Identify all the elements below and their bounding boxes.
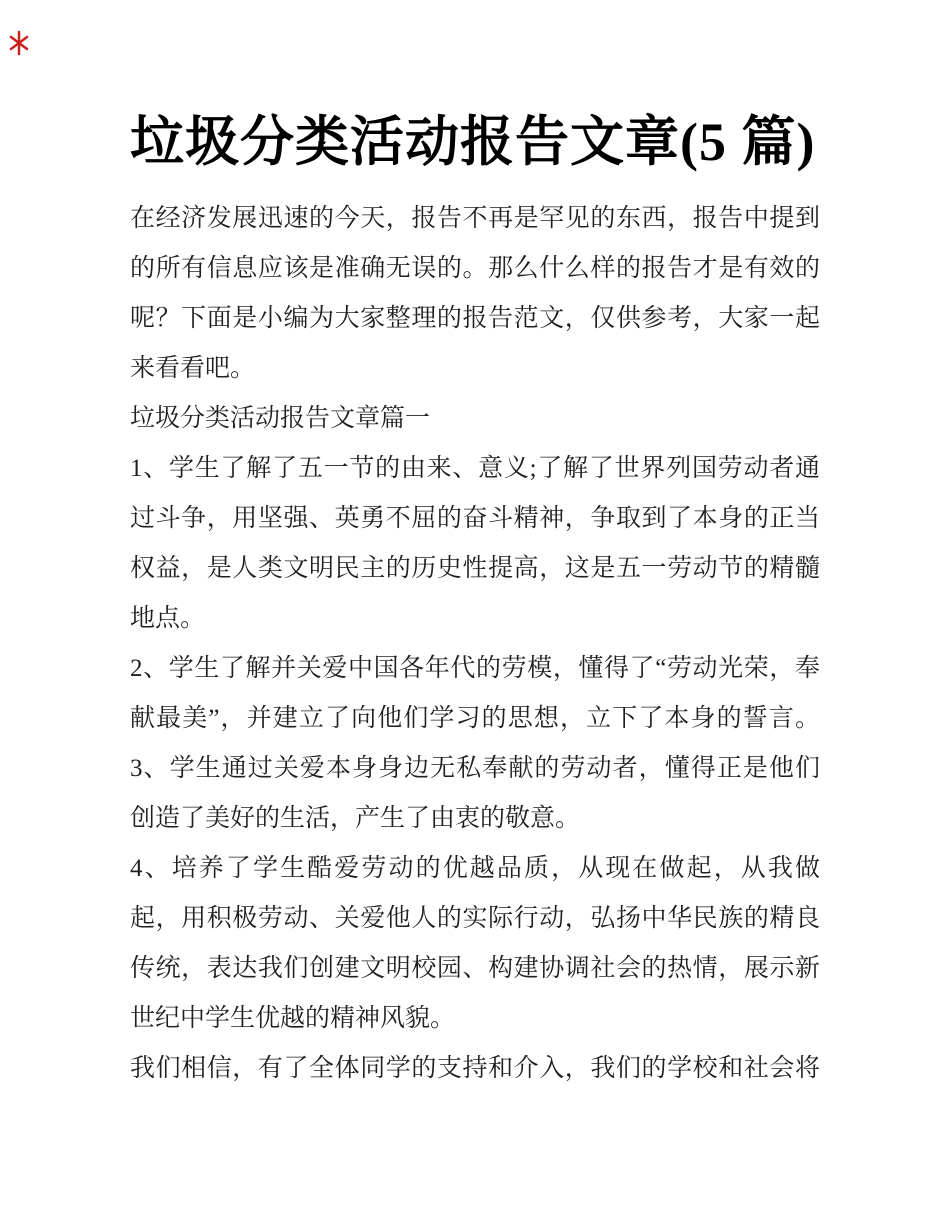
text-line: 我们相信，有了全体同学的支持和介入，我们的学校和社会将 (130, 1055, 820, 1082)
text-line: 起，用积极劳动、关爱他人的实际行动，弘扬中华民族的精良 (130, 905, 820, 932)
document-content (130, 0, 820, 1094)
text-line: 2、学生了解并关爱中国各年代的劳模，懂得了“劳动光荣，奉 (130, 655, 820, 682)
text-line: 世纪中学生优越的精神风貌。 (130, 1005, 456, 1032)
text-line: 传统，表达我们创建文明校园、构建协调社会的热情，展示新 (130, 955, 820, 982)
page-title: 垃圾分类活动报告文章(5 篇) (130, 112, 816, 172)
text-line: 1、学生了解了五一节的由来、意义;了解了世界列国劳动者通 (130, 455, 820, 482)
text-line: 创造了美好的生活，产生了由衷的敬意。 (130, 805, 581, 832)
text-line: 垃圾分类活动报告文章篇一 (130, 405, 431, 432)
corner-stamp-icon (9, 30, 29, 56)
document-body (130, 194, 820, 1094)
text-line: 地点。 (130, 605, 206, 632)
text-line: 呢？下面是小编为大家整理的报告范文，仅供参考，大家一起 (130, 305, 820, 332)
text-line: 的所有信息应该是准确无误的。那么什么样的报告才是有效的 (130, 255, 820, 282)
text-line: 过斗争，用坚强、英勇不屈的奋斗精神，争取到了本身的正当 (130, 505, 820, 532)
text-line: 权益，是人类文明民主的历史性提高，这是五一劳动节的精髓 (130, 555, 820, 582)
text-line: 来看看吧。 (130, 355, 256, 382)
text-line: 3、学生通过关爱本身身边无私奉献的劳动者，懂得正是他们 (130, 755, 820, 782)
text-line: 4、培养了学生酷爱劳动的优越品质，从现在做起，从我做 (130, 855, 820, 882)
text-line: 献最美”，并建立了向他们学习的思想，立下了本身的誓言。 (130, 705, 820, 732)
text-line: 在经济发展迅速的今天，报告不再是罕见的东西，报告中提到 (130, 205, 820, 232)
